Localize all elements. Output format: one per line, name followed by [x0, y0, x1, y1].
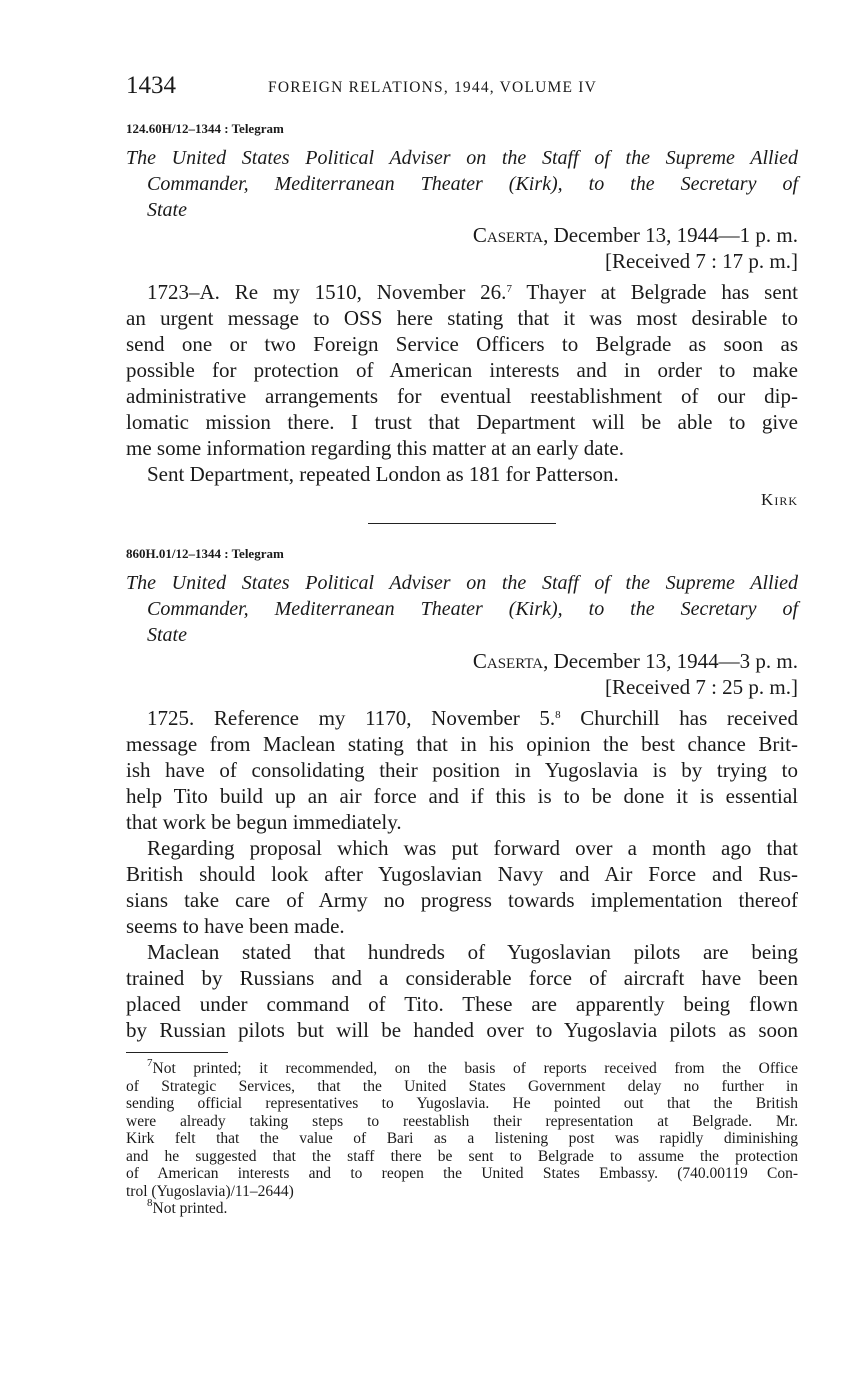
body-line: that work be begun immediately.	[126, 810, 402, 834]
body-line: send one or two Foreign Service Officers to Belgrade as soon as	[126, 332, 798, 356]
doc1-title	[126, 145, 798, 223]
footnote-line	[126, 1057, 798, 1078]
body-line: me some information regarding this matter at an early date.	[126, 436, 624, 460]
footnote-line: sending official representatives to Yugoslavia. He pointed out that the British	[126, 1095, 798, 1112]
footnote-line: trol (Yugoslavia)/11–2644)	[126, 1182, 294, 1200]
footnote-text: Not printed; it recommended, on the basis of reports received from the Office	[152, 1060, 798, 1077]
body-line: possible for protection of American interests and in order to make	[126, 358, 798, 382]
running-head: FOREIGN RELATIONS, 1944, VOLUME IV	[268, 79, 597, 96]
body-line: trained by Russians and a considerable force of aircraft have been	[126, 966, 798, 990]
doc1-received: [Received 7 : 17 p. m.]	[604, 249, 798, 273]
footnote-marker: 8	[555, 709, 561, 721]
body-text: Churchill has received	[560, 706, 798, 730]
footnote-line: of American interests and to reopen the United States Embassy. (740.00119 Con-	[126, 1165, 798, 1182]
body-line: help Tito build up an air force and if this is to be done it is essential	[126, 784, 798, 808]
body-line: ish have of consolidating their position in Yugoslavia is by trying to	[126, 758, 798, 782]
page-number: 1434	[126, 72, 176, 99]
doc2-received: [Received 7 : 25 p. m.]	[604, 675, 798, 699]
footnote-line	[126, 1197, 798, 1218]
body-line: Sent Department, repeated London as 181 for Patterson.	[147, 462, 619, 486]
body-line: an urgent message to OSS here stating that it was most desirable to	[126, 306, 798, 330]
body-line	[126, 279, 798, 305]
body-text: Thayer at Belgrade has sent	[511, 280, 799, 304]
footnote-marker: 7	[147, 1057, 153, 1069]
body-line: Regarding proposal which was put forward over a month ago that	[147, 836, 798, 860]
body-line: placed under command of Tito. These are apparently being flown	[126, 992, 798, 1016]
body-line: message from Maclean stating that in his opinion the best chance Brit-	[126, 732, 798, 756]
doc2-place-date	[473, 649, 798, 674]
doc1-place: Caserta	[472, 223, 544, 247]
doc1-title-line: Commander, Mediterranean Theater (Kirk), to the Secretary of	[147, 173, 798, 195]
body-line: by Russian pilots but will be handed over to Yugoslavia pilots as soon	[126, 1018, 798, 1042]
page-header	[126, 72, 798, 106]
footnote-line: were already taking steps to reestablish their representation at Belgrade. Mr.	[126, 1112, 798, 1130]
doc1-title-line: The United States Political Adviser on the Staff of the Supreme Allied	[126, 147, 798, 169]
doc2-title	[126, 570, 798, 648]
doc2-file-ref: 860H.01/12–1344 : Telegram	[126, 546, 284, 561]
body-line: lomatic mission there. I trust that Department will be able to give	[126, 410, 798, 434]
body-text: 1723–A. Re my 1510, November 26.	[147, 280, 507, 304]
footnote-text: Not printed.	[152, 1200, 228, 1217]
doc2-date: , December 13, 1944—3 p. m.	[543, 649, 798, 673]
doc1-title-line: State	[147, 199, 187, 221]
doc2-title-line: The United States Political Adviser on the Staff of the Supreme Allied	[126, 572, 798, 594]
footnote-line: Kirk felt that the value of Bari as a listening post was rapidly diminishing	[126, 1130, 798, 1147]
doc1-signature: Kirk	[761, 490, 798, 509]
footnote-rule	[126, 1052, 228, 1053]
body-line	[126, 705, 798, 731]
footnote-marker: 7	[506, 283, 512, 295]
doc1-date: , December 13, 1944—1 p. m.	[543, 223, 798, 247]
footnote-line: and he suggested that the staff there be sent to Belgrade to assume the protection	[126, 1147, 798, 1165]
doc1-body	[126, 279, 798, 487]
section-divider	[368, 523, 556, 524]
doc1-place-date	[473, 223, 798, 248]
doc2-place: Caserta	[472, 649, 544, 673]
body-line: administrative arrangements for eventual reestablishment of our dip-	[126, 384, 798, 408]
doc2-title-line: Commander, Mediterranean Theater (Kirk), to the Secretary of	[147, 598, 798, 620]
body-line: British should look after Yugoslavian Navy and Air Force and Rus-	[126, 862, 798, 886]
doc1-file-ref: 124.60H/12–1344 : Telegram	[126, 121, 284, 136]
footnote-marker: 8	[147, 1197, 153, 1209]
footnote-line: of Strategic Services, that the United States Government delay no further in	[126, 1077, 798, 1095]
body-line: seems to have been made.	[126, 914, 345, 938]
footnotes	[126, 1057, 798, 1218]
doc2-title-line: State	[147, 624, 187, 646]
doc2-body	[126, 705, 798, 1043]
body-line: sians take care of Army no progress towards implementation thereof	[126, 888, 798, 912]
body-text: 1725. Reference my 1170, November 5.	[147, 706, 556, 730]
body-line: Maclean stated that hundreds of Yugoslavian pilots are being	[147, 940, 798, 964]
